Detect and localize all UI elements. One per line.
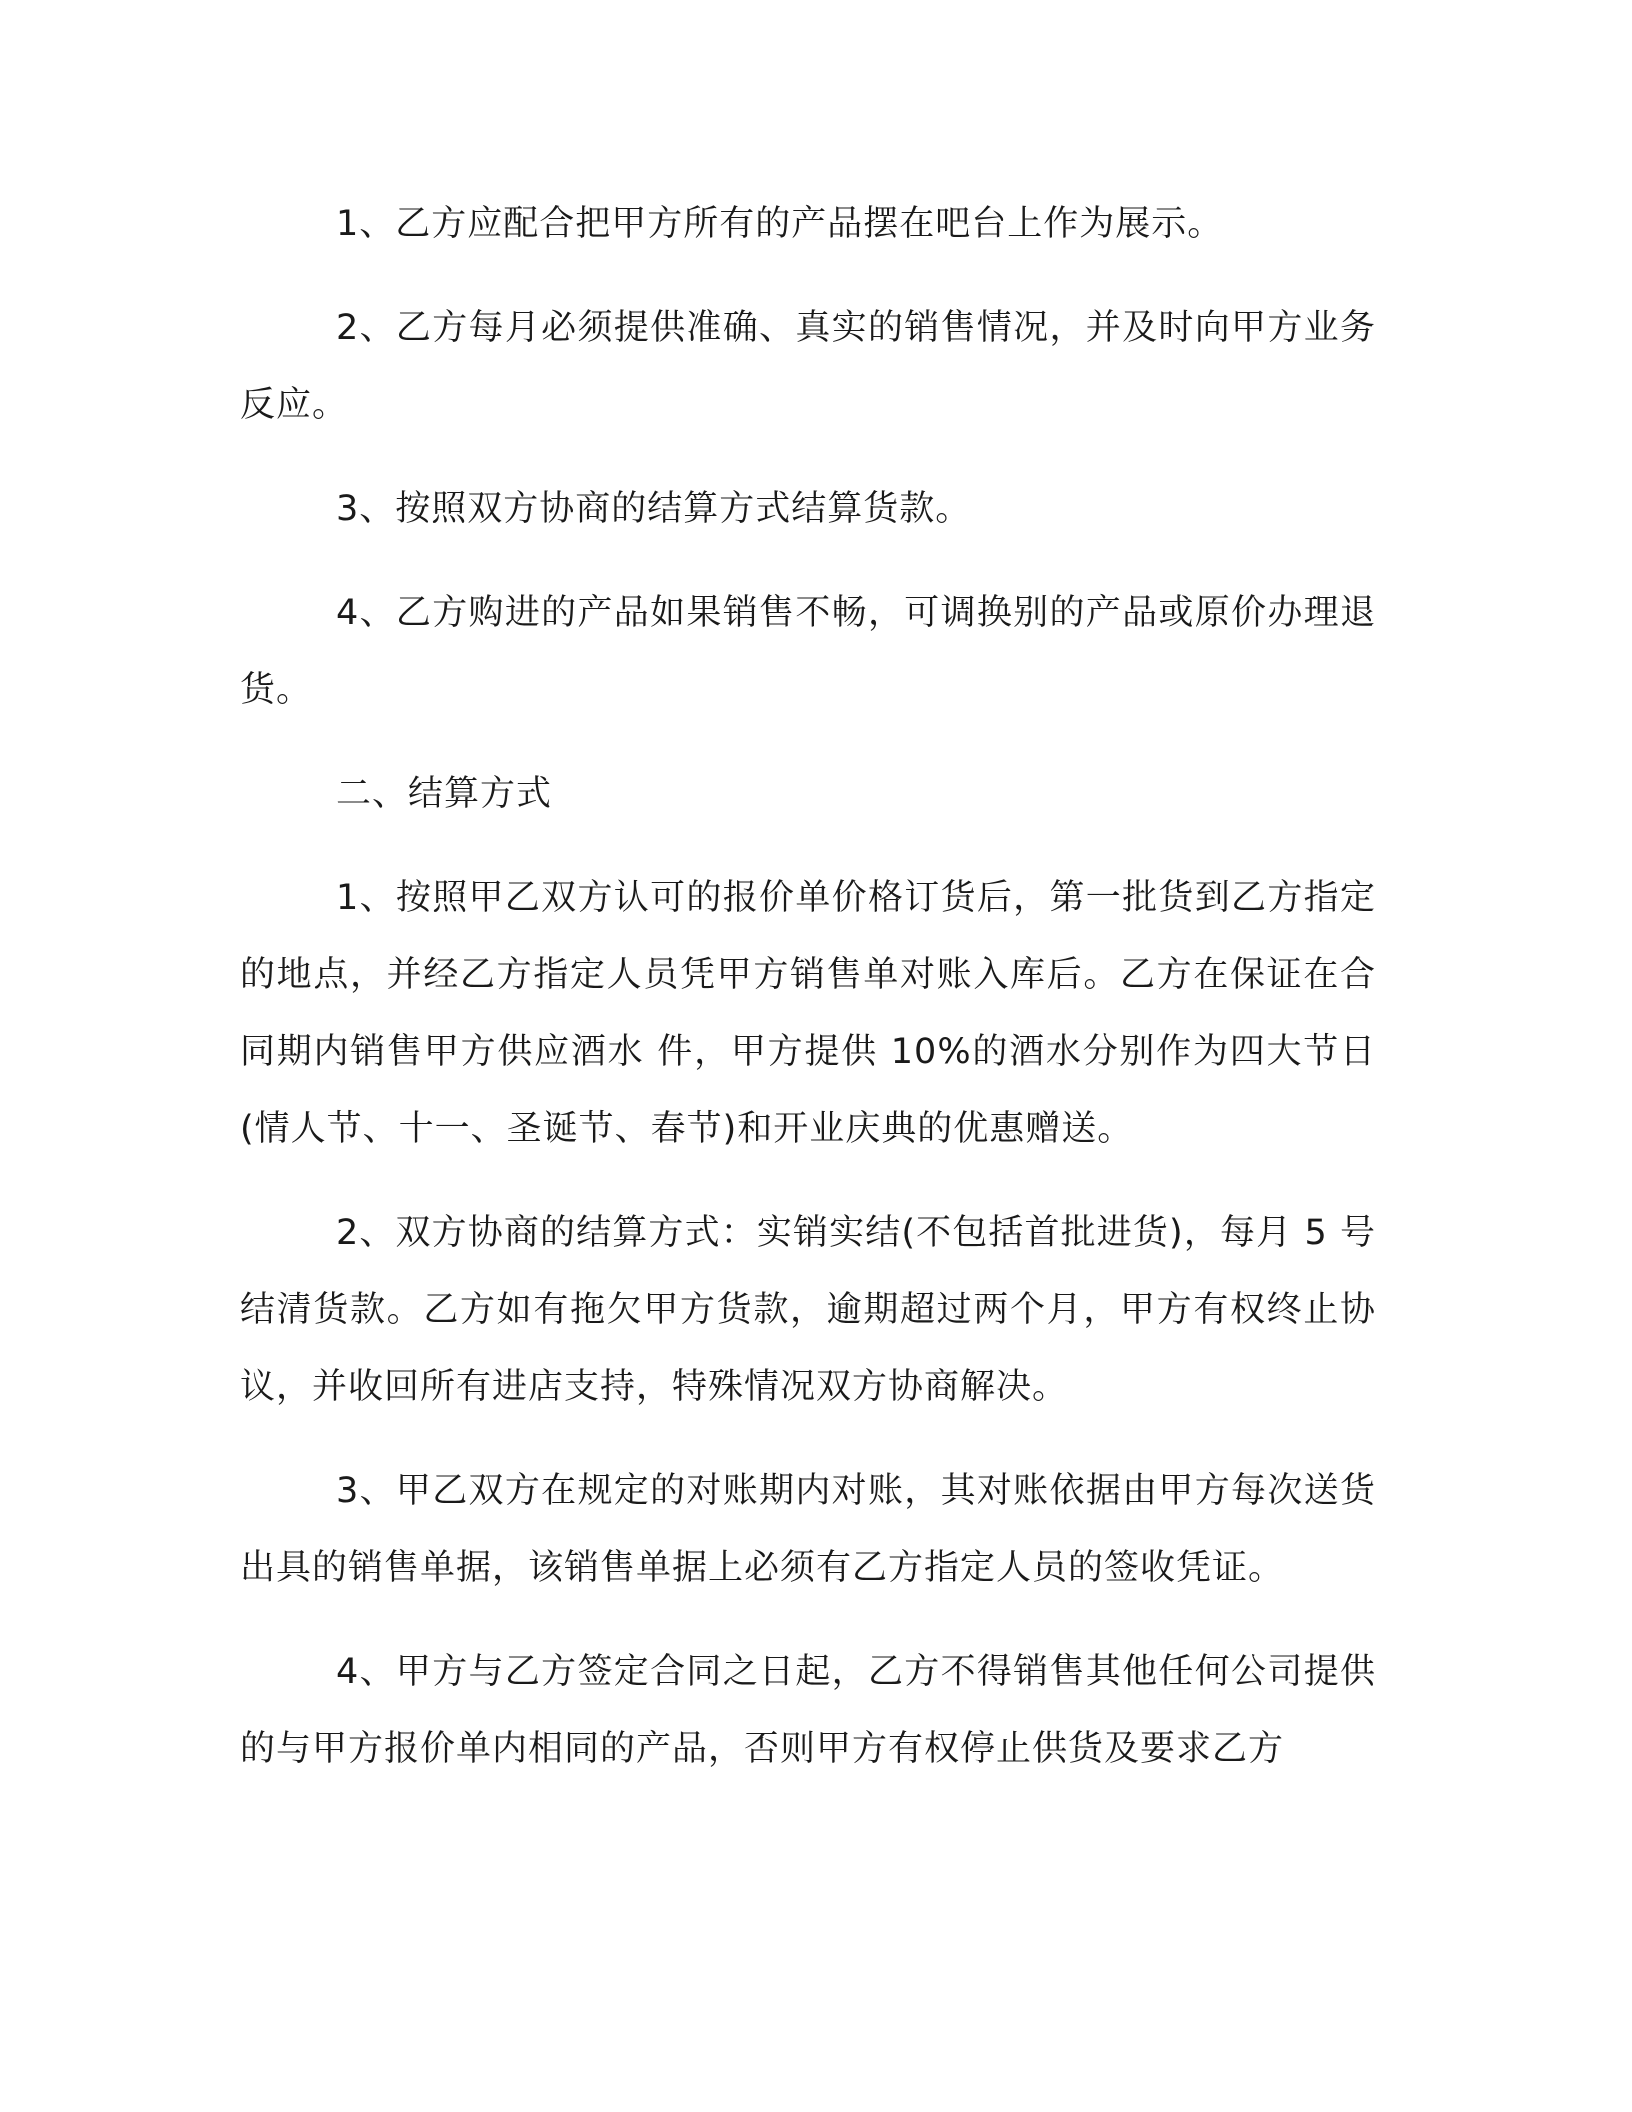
document-page [240,186,1376,1815]
settlement-clause-2-payment-terms: 2、双方协商的结算方式：实销实结(不包括首批进货)，每月 5 号结清货款。乙方如有拖欠甲方货款，逾期超过两个月，甲方有权终止协议，并收回所有进店支持，特殊情况双方协商解决。 [240,1213,1376,1407]
settlement-clause-1-ordering: 1、按照甲乙双方认可的报价单价格订货后，第一批货到乙方指定的地点，并经乙方指定人员凭甲方销售单对账入库后。乙方在保证在合同期内销售甲方供应酒水 件，甲方提供 10%的酒水分别作为四大节日(情人节、十一、圣诞节、春节)和开业庆典的优惠赠送。 [240,878,1376,1149]
settlement-clause-4-exclusivity: 4、甲方与乙方签定合同之日起，乙方不得销售其他任何公司提供的与甲方报价单内相同的产品，否则甲方有权停止供货及要求乙方 [240,1652,1376,1769]
settlement-clause-3-reconciliation: 3、甲乙双方在规定的对账期内对账，其对账依据由甲方每次送货出具的销售单据，该销售单据上必须有乙方指定人员的签收凭证。 [240,1471,1376,1588]
clause-1-display-products: 1、乙方应配合把甲方所有的产品摆在吧台上作为展示。 [336,204,1224,244]
clause-2-monthly-sales-report: 2、乙方每月必须提供准确、真实的销售情况，并及时向甲方业务反应。 [240,308,1376,425]
section-heading-settlement-method: 二、结算方式 [336,774,553,814]
clause-3-settlement: 3、按照双方协商的结算方式结算货款。 [336,489,972,529]
clause-4-product-exchange: 4、乙方购进的产品如果销售不畅，可调换别的产品或原价办理退货。 [240,593,1376,710]
